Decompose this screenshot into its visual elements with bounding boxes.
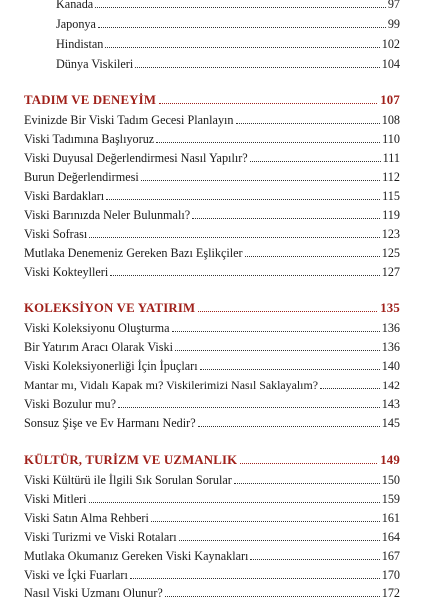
entry-title: Bir Yatırım Aracı Olarak Viski <box>24 340 174 354</box>
dot-leader <box>179 539 380 541</box>
entry-title: Viski Barınızda Neler Bulunmalı? <box>24 208 191 222</box>
entry-title: Viski ve İçki Fuarları <box>24 568 128 582</box>
dot-leader <box>130 577 380 579</box>
entry-title: Viski Koleksiyonerliği İçin İpuçları <box>24 359 198 373</box>
entry-page: 136 <box>381 321 400 335</box>
entry-title: Evinizde Bir Viski Tadım Gecesi Planlayın <box>24 113 234 127</box>
entry-page: 172 <box>381 586 400 600</box>
dot-leader <box>250 160 381 162</box>
entry-page: 142 <box>382 378 400 392</box>
toc-entry <box>24 321 400 335</box>
entry-page: 123 <box>381 227 400 241</box>
dot-leader <box>250 558 379 560</box>
dot-leader <box>151 520 380 522</box>
entry-title: Japonya <box>56 17 96 31</box>
dot-leader <box>135 66 379 68</box>
toc-entry <box>56 0 400 11</box>
entry-page: 164 <box>381 530 400 544</box>
entry-page: 104 <box>381 57 400 71</box>
entry-title: Viski Kokteylleri <box>24 265 109 279</box>
entry-title: Viski Koleksiyonu Oluşturma <box>24 321 170 335</box>
entry-page: 150 <box>381 473 400 487</box>
section-heading <box>24 453 400 468</box>
entry-title: Mutlaka Okumanız Gereken Viski Kaynakları <box>24 549 249 563</box>
dot-leader <box>236 122 380 124</box>
toc-entry <box>24 113 400 127</box>
entry-title: Viski Tadımına Başlıyoruz <box>24 132 155 146</box>
toc-entry <box>24 189 400 203</box>
section-heading <box>24 93 400 108</box>
entry-page: 112 <box>382 170 400 184</box>
dot-leader <box>89 236 379 238</box>
dot-leader <box>118 406 380 408</box>
entry-title: Sonsuz Şişe ve Ev Harmanı Nedir? <box>24 416 196 430</box>
entry-title: Dünya Viskileri <box>56 57 134 71</box>
entry-title: Viski Mitleri <box>24 492 87 506</box>
section-title: KOLEKSİYON VE YATIRIM <box>24 301 196 315</box>
dot-leader <box>159 103 377 104</box>
entry-page: 161 <box>381 511 400 525</box>
entry-title: Hindistan <box>56 37 104 51</box>
entry-title: Viski Bardakları <box>24 189 105 203</box>
toc-entry <box>24 359 400 373</box>
toc-entry <box>56 17 400 31</box>
entry-title: Burun Değerlendirmesi <box>24 170 139 184</box>
section-heading <box>24 301 400 316</box>
entry-title: Viski Satın Alma Rehberi <box>24 511 149 525</box>
entry-page: 136 <box>381 340 400 354</box>
entry-page: 127 <box>381 265 400 279</box>
toc-entry <box>24 151 400 165</box>
toc-entry <box>24 397 400 411</box>
entry-title: Viski Turizmi ve Viski Rotaları <box>24 530 177 544</box>
toc-entry <box>24 265 400 279</box>
section-title: TADIM VE DENEYİM <box>24 93 157 107</box>
entry-page: 102 <box>381 37 400 51</box>
dot-leader <box>192 217 380 219</box>
toc-entry <box>24 378 400 392</box>
entry-page: 159 <box>381 492 400 506</box>
entry-page: 143 <box>381 397 400 411</box>
dot-leader <box>175 349 380 351</box>
dot-leader <box>200 368 380 370</box>
toc-entry <box>24 530 400 544</box>
dot-leader <box>95 6 386 8</box>
entry-title: Kanada <box>56 0 94 11</box>
entry-page: 115 <box>382 189 400 203</box>
entry-title: Nasıl Viski Uzmanı Olunur? <box>24 586 163 600</box>
entry-page: 170 <box>381 568 400 582</box>
dot-leader <box>320 387 380 389</box>
toc-entry <box>56 37 400 51</box>
dot-leader <box>156 141 380 143</box>
entry-page: 108 <box>381 113 400 127</box>
dot-leader <box>198 311 377 312</box>
section-page: 107 <box>380 93 400 107</box>
entry-page: 119 <box>382 208 400 222</box>
entry-page: 125 <box>381 246 400 260</box>
dot-leader <box>198 425 380 427</box>
dot-leader <box>105 46 379 48</box>
dot-leader <box>165 595 380 597</box>
section-title: KÜLTÜR, TURİZM VE UZMANLIK <box>24 453 238 467</box>
entry-title: Mantar mı, Vidalı Kapak mı? Viskilerimizi Nasıl Saklayalım? <box>24 378 319 392</box>
entry-page: 111 <box>382 151 400 165</box>
section-page: 135 <box>380 301 400 315</box>
toc-entry <box>24 340 400 354</box>
toc-entry <box>24 246 400 260</box>
toc-entry <box>24 227 400 241</box>
entry-page: 167 <box>381 549 400 563</box>
entry-page: 140 <box>381 359 400 373</box>
entry-page: 97 <box>387 0 400 11</box>
toc-entry <box>24 473 400 487</box>
entry-title: Viski Sofrası <box>24 227 88 241</box>
toc-entry <box>24 568 400 582</box>
dot-leader <box>234 482 380 484</box>
toc-entry <box>56 57 400 71</box>
dot-leader <box>141 179 380 181</box>
entry-title: Viski Bozulur mu? <box>24 397 117 411</box>
dot-leader <box>110 274 379 276</box>
entry-page: 99 <box>387 17 400 31</box>
toc-entry <box>24 208 400 222</box>
entry-page: 145 <box>381 416 400 430</box>
entry-page: 110 <box>382 132 400 146</box>
toc-entry <box>24 511 400 525</box>
toc-entry <box>24 170 400 184</box>
dot-leader <box>106 198 380 200</box>
toc-entry <box>24 586 400 600</box>
toc-entry <box>24 132 400 146</box>
dot-leader <box>172 330 380 332</box>
entry-title: Viski Duyusal Değerlendirmesi Nasıl Yapılır? <box>24 151 248 165</box>
toc-entry <box>24 549 400 563</box>
section-page: 149 <box>380 453 400 467</box>
dot-leader <box>240 463 377 464</box>
entry-title: Mutlaka Denemeniz Gereken Bazı Eşlikçiler <box>24 246 243 260</box>
toc-entry <box>24 492 400 506</box>
entry-title: Viski Kültürü ile İlgili Sık Sorulan Sorular <box>24 473 232 487</box>
dot-leader <box>89 501 380 503</box>
dot-leader <box>245 255 380 257</box>
dot-leader <box>98 26 386 28</box>
toc-entry <box>24 416 400 430</box>
